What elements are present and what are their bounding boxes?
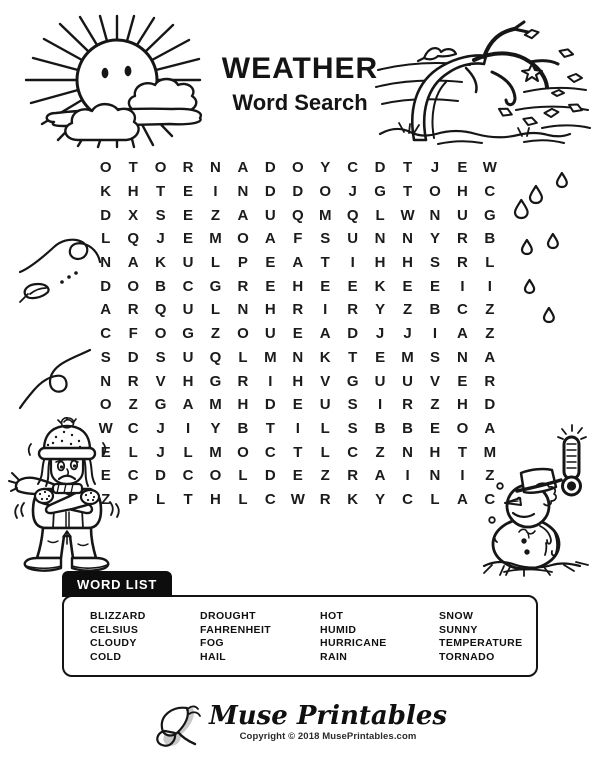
grid-cell: K <box>319 348 331 366</box>
word-list-column <box>90 610 200 675</box>
grid-cell: U <box>182 301 194 319</box>
grid-cell: W <box>400 206 415 224</box>
grid-cell: J <box>348 183 357 201</box>
grid-cell: S <box>429 348 440 366</box>
grid-cell: C <box>484 183 496 201</box>
grid-cell: U <box>264 325 276 343</box>
grid-cell: U <box>456 206 468 224</box>
grid-cell: O <box>99 396 112 414</box>
grid-cell: W <box>482 159 497 177</box>
grid-cell: G <box>346 372 359 390</box>
grid-cell: N <box>292 348 304 366</box>
grid-cell: T <box>320 254 330 272</box>
grid-cell: A <box>237 206 249 224</box>
snowman-scene <box>476 413 598 578</box>
grid-cell: Z <box>320 467 330 485</box>
grid-cell: H <box>292 277 304 295</box>
grid-cell: Z <box>485 467 495 485</box>
grid-cell: L <box>238 348 248 366</box>
grid-cell: C <box>127 419 139 437</box>
grid-cell: F <box>128 325 138 343</box>
word-item: COLD <box>90 650 122 663</box>
page-title: WEATHER <box>221 52 379 85</box>
grid-cell: L <box>156 490 166 508</box>
grid-cell: H <box>402 254 413 272</box>
grid-cell: D <box>100 206 112 224</box>
grid-cell: S <box>347 419 358 437</box>
grid-cell: U <box>374 372 386 390</box>
grid-cell: O <box>291 159 304 177</box>
grid-cell: T <box>457 443 467 461</box>
word-item: HURRICANE <box>320 637 387 650</box>
grid-cell: E <box>183 230 194 248</box>
grid-cell: B <box>484 230 496 248</box>
shivering-child-icon <box>6 417 124 572</box>
grid-cell: N <box>402 443 413 461</box>
grid-cell: M <box>318 206 332 224</box>
grid-cell: I <box>405 467 410 485</box>
grid-cell: R <box>456 254 468 272</box>
grid-cell: J <box>430 159 440 177</box>
grid-cell: I <box>460 467 465 485</box>
grid-cell: A <box>319 325 331 343</box>
grid-cell: B <box>374 419 386 437</box>
grid-cell: O <box>456 419 469 437</box>
grid-cell: C <box>347 159 359 177</box>
grid-cell: K <box>155 254 167 272</box>
grid-cell: T <box>402 183 413 201</box>
grid-cell: Y <box>429 230 440 248</box>
grid-cell: Z <box>485 301 495 319</box>
grid-cell: C <box>402 490 413 508</box>
grid-cell: E <box>320 277 331 295</box>
grid-cell: G <box>154 396 167 414</box>
grid-cell: L <box>485 254 495 272</box>
grid-cell: A <box>484 419 496 437</box>
grid-cell: A <box>292 254 304 272</box>
footer-text-block <box>209 700 447 742</box>
grid-cell: A <box>484 348 496 366</box>
grid-cell: L <box>210 254 221 272</box>
grid-cell: U <box>319 396 331 414</box>
grid-cell: C <box>347 443 359 461</box>
grid-cell: N <box>402 230 413 248</box>
grid-cell: N <box>374 230 386 248</box>
grid-cell: C <box>264 443 276 461</box>
grid-cell: F <box>293 230 303 248</box>
grid-cell: H <box>374 254 386 272</box>
copyright-text: Copyright © 2018 MusePrintables.com <box>239 731 417 742</box>
grid-cell: Q <box>346 206 359 224</box>
grid-cell: V <box>320 372 331 390</box>
grid-cell: D <box>264 467 276 485</box>
grid-cell: A <box>237 159 249 177</box>
grid-cell: D <box>155 467 167 485</box>
grid-cell: E <box>183 183 194 201</box>
grid-cell: I <box>323 301 328 319</box>
grid-cell: G <box>374 183 386 201</box>
grid-cell: A <box>456 325 468 343</box>
word-list-column <box>439 610 523 675</box>
grid-cell: Z <box>210 325 221 343</box>
word-item: SNOW <box>439 610 474 622</box>
grid-cell: I <box>213 183 218 201</box>
page-subtitle: Word Search <box>232 90 368 115</box>
grid-cell: J <box>156 443 165 461</box>
grid-cell: Q <box>209 348 222 366</box>
grid-cell: R <box>456 230 468 248</box>
grid-cell: H <box>264 301 276 319</box>
grid-cell: D <box>374 159 386 177</box>
footer <box>0 700 600 750</box>
grid-cell: Q <box>154 301 167 319</box>
grid-cell: R <box>319 490 331 508</box>
grid-cell: O <box>99 159 112 177</box>
word-list-column <box>200 610 320 675</box>
grid-cell: L <box>375 206 385 224</box>
grid-cell: P <box>237 254 248 272</box>
grid-cell: I <box>185 419 191 437</box>
grid-cell: D <box>100 277 112 295</box>
word-item: TORNADO <box>439 650 495 663</box>
grid-cell: A <box>127 254 139 272</box>
grid-cell: R <box>127 372 139 390</box>
grid-cell: G <box>182 325 194 343</box>
grid-cell: T <box>265 419 275 437</box>
grid-cell: R <box>292 301 304 319</box>
word-list-header <box>62 571 172 597</box>
grid-cell: I <box>295 419 300 437</box>
grid-cell: L <box>210 301 221 319</box>
grid-cell: T <box>402 159 413 177</box>
grid-cell: H <box>456 183 468 201</box>
grid-cell: D <box>127 348 139 366</box>
grid-cell: G <box>209 372 222 390</box>
grid-cell: C <box>127 467 139 485</box>
grid-cell: B <box>237 419 249 437</box>
grid-cell: Z <box>375 443 385 461</box>
grid-cell: I <box>432 325 438 343</box>
grid-cell: V <box>155 372 166 390</box>
grid-cell: S <box>320 230 331 248</box>
grid-cell: K <box>347 490 359 508</box>
grid-cell: X <box>128 206 139 224</box>
grid-cell: E <box>183 206 194 224</box>
grid-cell: H <box>292 372 304 390</box>
grid-cell: M <box>401 348 414 366</box>
grid-cell: N <box>210 159 221 177</box>
grid-cell: C <box>182 467 194 485</box>
grid-cell: O <box>154 325 167 343</box>
grid-cell: L <box>430 490 440 508</box>
grid-cell: L <box>183 443 193 461</box>
grid-cell: S <box>347 396 358 414</box>
grid-cell: E <box>292 325 303 343</box>
grid-cell: N <box>456 348 468 366</box>
grid-cell: M <box>483 443 497 461</box>
grid-cell: J <box>375 325 385 343</box>
grid-cell: E <box>265 277 276 295</box>
grid-cell: O <box>154 159 167 177</box>
grid-cell: Y <box>375 301 386 319</box>
grid-cell: I <box>378 396 383 414</box>
word-item: TEMPERATURE <box>439 637 523 650</box>
grid-cell: E <box>429 277 440 295</box>
grid-cell: N <box>237 183 249 201</box>
grid-cell: J <box>403 325 412 343</box>
grid-cell: L <box>128 443 138 461</box>
grid-cell: Y <box>210 419 221 437</box>
grid-cell: R <box>127 301 139 319</box>
grid-cell: B <box>402 419 413 437</box>
grid-cell: G <box>209 277 222 295</box>
word-list-column <box>320 610 439 675</box>
grid-cell: R <box>347 467 359 485</box>
grid-cell: E <box>100 467 111 485</box>
grid-cell: E <box>375 348 386 366</box>
grid-cell: E <box>100 443 111 461</box>
grid-cell: D <box>484 396 496 414</box>
grid-cell: Q <box>127 230 139 248</box>
grid-cell: C <box>456 301 468 319</box>
grid-cell: D <box>292 183 304 201</box>
wind-swirls-icon <box>12 232 104 412</box>
grid-cell: L <box>238 490 248 508</box>
grid-cell: C <box>100 325 112 343</box>
grid-cell: G <box>484 206 496 224</box>
grid-cell: T <box>128 159 138 177</box>
grid-cell: L <box>320 443 330 461</box>
grid-cell: M <box>209 443 222 461</box>
grid-cell: L <box>238 467 248 485</box>
grid-cell: A <box>374 467 386 485</box>
grid-cell: Y <box>320 159 331 177</box>
grid-cell: O <box>319 183 332 201</box>
grid-cell: E <box>292 396 303 414</box>
grid-cell: D <box>264 396 276 414</box>
grid-cell: O <box>237 325 249 343</box>
brand-name: Muse Printables <box>208 701 448 731</box>
grid-cell: N <box>100 372 112 390</box>
letter-grid <box>92 156 504 511</box>
grid-cell: M <box>209 396 222 414</box>
grid-cell: L <box>101 230 111 248</box>
windy-tree-icon <box>374 20 592 148</box>
grid-cell: N <box>100 254 112 272</box>
word-item: SUNNY <box>439 623 478 636</box>
word-item: FOG <box>200 637 224 650</box>
grid-cell: S <box>429 254 440 272</box>
grid-cell: E <box>347 277 358 295</box>
grid-cell: E <box>265 254 276 272</box>
grid-cell: N <box>237 301 249 319</box>
butterfly-logo-icon <box>153 704 201 750</box>
grid-cell: O <box>237 443 249 461</box>
grid-cell: E <box>402 277 413 295</box>
grid-cell: M <box>264 348 277 366</box>
grid-cell: O <box>237 230 249 248</box>
grid-cell: D <box>347 325 359 343</box>
grid-cell: O <box>209 467 222 485</box>
grid-cell: R <box>182 159 194 177</box>
word-item: FAHRENHEIT <box>200 623 272 636</box>
grid-cell: B <box>155 277 167 295</box>
grid-cell: D <box>264 159 276 177</box>
grid-cell: T <box>183 490 193 508</box>
grid-cell: K <box>374 277 386 295</box>
grid-cell: K <box>100 183 112 201</box>
grid-cell: U <box>182 348 194 366</box>
grid-cell: U <box>264 206 276 224</box>
grid-cell: H <box>127 183 139 201</box>
grid-cell: I <box>268 372 273 390</box>
grid-cell: E <box>457 159 468 177</box>
grid-cell: J <box>156 419 165 437</box>
grid-cell: H <box>210 490 221 508</box>
grid-cell: Z <box>101 490 111 508</box>
grid-cell: Z <box>402 301 413 319</box>
grid-cell: H <box>182 372 194 390</box>
grid-cell: R <box>347 301 359 319</box>
word-list-header-label: WORD LIST <box>77 577 158 592</box>
grid-cell: P <box>128 490 139 508</box>
grid-cell: Y <box>375 490 386 508</box>
word-item: DROUGHT <box>200 610 256 622</box>
grid-cell: T <box>293 443 303 461</box>
grid-cell: Z <box>210 206 221 224</box>
grid-cell: A <box>100 301 112 319</box>
word-item: RAIN <box>320 650 348 663</box>
grid-cell: S <box>155 206 166 224</box>
grid-cell: H <box>429 443 441 461</box>
grid-cell: Z <box>485 325 495 343</box>
word-item: HAIL <box>200 650 227 663</box>
grid-cell: U <box>347 230 359 248</box>
grid-cell: O <box>429 183 441 201</box>
grid-cell: D <box>264 183 276 201</box>
word-list-box <box>62 595 538 677</box>
grid-cell: W <box>290 490 305 508</box>
grid-cell: T <box>156 183 166 201</box>
word-item: CELSIUS <box>90 623 139 636</box>
grid-cell: U <box>402 372 413 390</box>
grid-cell: R <box>237 277 249 295</box>
raindrops-icon <box>502 168 580 330</box>
grid-cell: C <box>182 277 194 295</box>
grid-cell: V <box>429 372 440 390</box>
grid-cell: R <box>402 396 413 414</box>
grid-cell: U <box>182 254 194 272</box>
grid-cell: I <box>460 277 465 295</box>
grid-cell: N <box>429 467 441 485</box>
grid-cell: H <box>456 396 468 414</box>
grid-cell: I <box>350 254 355 272</box>
grid-cell: A <box>456 490 468 508</box>
grid-cell: S <box>155 348 166 366</box>
word-item: HUMID <box>320 623 357 636</box>
grid-cell: A <box>182 396 194 414</box>
grid-cell: E <box>429 419 440 437</box>
grid-cell: B <box>429 301 441 319</box>
grid-cell: S <box>100 348 111 366</box>
grid-cell: C <box>484 490 496 508</box>
grid-cell: Z <box>430 396 440 414</box>
grid-cell: T <box>348 348 358 366</box>
grid-cell: J <box>156 230 165 248</box>
grid-cell: M <box>209 230 222 248</box>
grid-cell: O <box>127 277 139 295</box>
grid-cell: Q <box>291 206 304 224</box>
word-item: HOT <box>320 610 344 622</box>
grid-cell: H <box>237 396 249 414</box>
grid-cell: W <box>98 419 113 437</box>
grid-cell: N <box>429 206 441 224</box>
grid-cell: Z <box>128 396 138 414</box>
grid-cell: L <box>320 419 330 437</box>
grid-cell: A <box>264 230 276 248</box>
grid-cell: R <box>237 372 249 390</box>
grid-cell: E <box>292 467 303 485</box>
grid-cell: R <box>484 372 496 390</box>
grid-cell: I <box>487 277 492 295</box>
word-item: BLIZZARD <box>90 610 146 622</box>
word-item: CLOUDY <box>90 637 137 650</box>
grid-cell: C <box>264 490 276 508</box>
thermometer-icon <box>558 425 586 495</box>
grid-cell: E <box>457 372 468 390</box>
